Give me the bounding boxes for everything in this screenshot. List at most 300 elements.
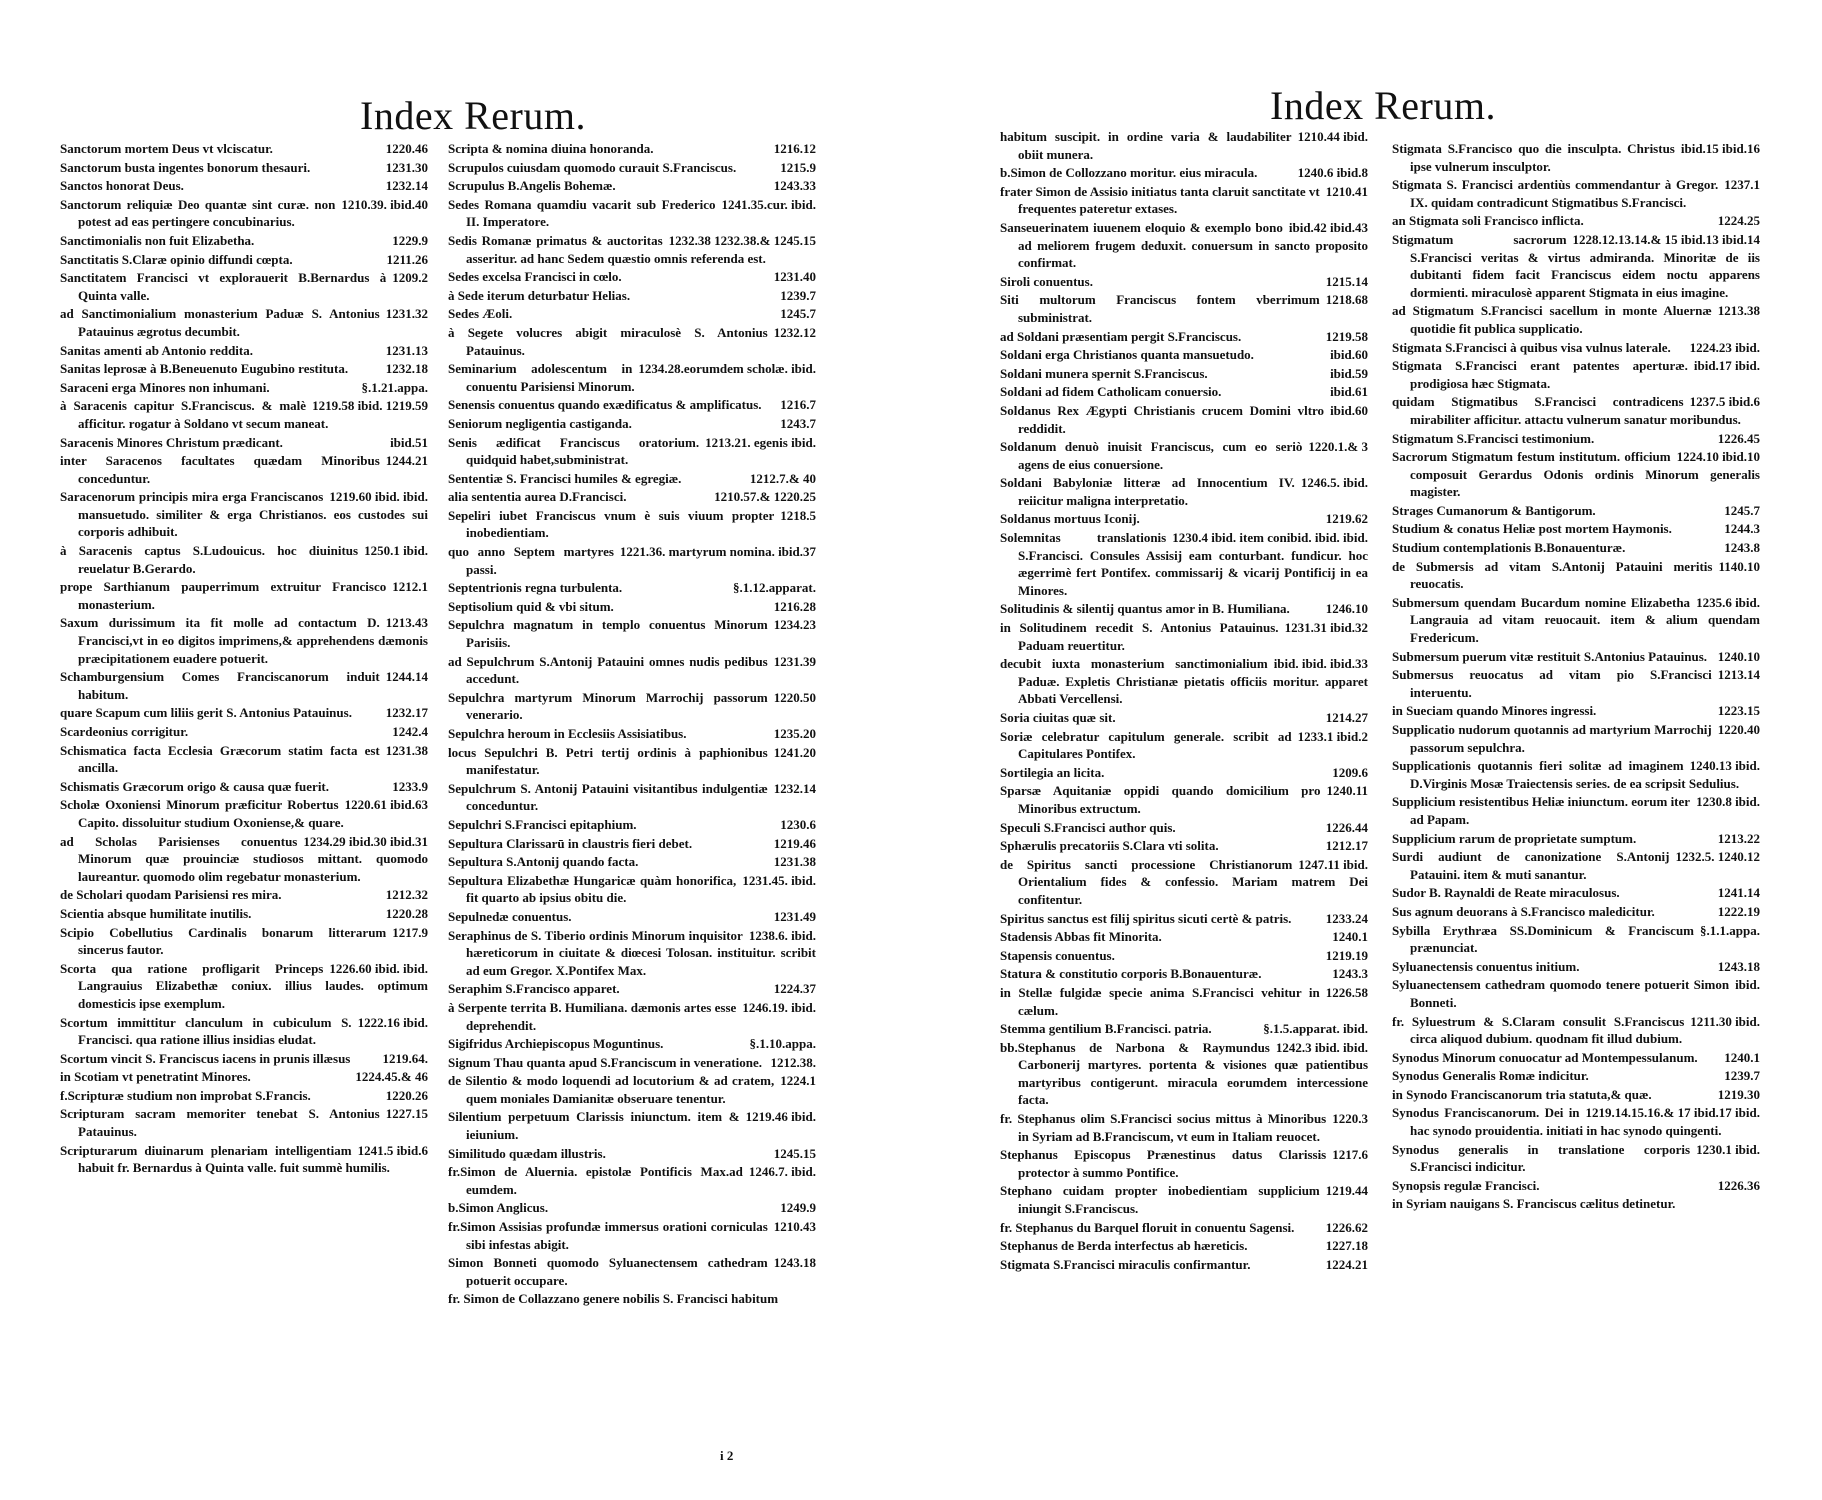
index-entry: [60, 1014, 428, 1049]
index-entry-text: Sanctorum reliquiæ Deo quantæ sint curæ. non potest ad eas pertingere concubinarius.: [60, 196, 336, 230]
index-entry-reference: §.1.5.apparat. ibid.: [1263, 1021, 1368, 1037]
index-entry-reference: 1219.46: [773, 835, 816, 851]
index-entry: [448, 1163, 816, 1198]
index-entry: [1392, 302, 1760, 337]
index-entry-text: fr. Syluestrum & S.Claram consulit S.Franciscus circa aliquod dubium. quodnam fit illud dubium.: [1392, 1013, 1685, 1047]
index-entry-text: Sphærulis precatoriis S.Clara vti solita.: [1000, 838, 1219, 854]
index-entry-reference: 1219.14.15.16.& 17 ibid.17 ibid.: [1585, 1105, 1760, 1121]
index-entry-reference: 1211.30 ibid.: [1690, 1013, 1760, 1029]
index-entry: [1000, 219, 1368, 272]
index-entry: [60, 452, 428, 487]
index-entry-reference: 1237.1: [1724, 177, 1760, 193]
index-entry-text: Sanctimonialis non fuit Elizabetha.: [60, 232, 255, 248]
index-entry: [1000, 365, 1368, 383]
index-entry: [60, 342, 428, 360]
index-entry-reference: 1245.15: [773, 1145, 816, 1161]
index-entry: [1392, 793, 1760, 828]
index-entry-text: Sepultura S.Antonij quando facta.: [448, 854, 639, 870]
index-entry-reference: 1249.9: [780, 1200, 816, 1216]
index-entry-text: Seraphim S.Francisco apparet.: [448, 981, 620, 997]
index-entry: [1392, 212, 1760, 230]
index-entry-text: Scientia absque humilitate inutilis.: [60, 905, 252, 921]
index-entry-text: Signum Thau quanta apud S.Franciscum in veneratione.: [448, 1054, 762, 1070]
index-entry-reference: 1219.58 ibid. 1219.59: [312, 398, 428, 414]
index-entry-text: Sudor B. Raynaldi de Reate miraculosus.: [1392, 885, 1620, 901]
index-entry-text: Sanseuerinatem iuuenem eloquio & exemplo bono ad meliorem frugem deduxit. conuersum in sancto proposito confirmat.: [1000, 219, 1368, 271]
index-entry-text: Septisolium quid & vbi situm.: [448, 598, 614, 614]
index-entry-reference: 1243.7: [780, 415, 816, 431]
index-entry-reference: 1213.38: [1717, 303, 1760, 319]
index-entry: [60, 360, 428, 378]
index-entry: [448, 140, 816, 158]
index-entry-reference: 1231.38: [773, 854, 816, 870]
index-entry-reference: 1224.1: [780, 1073, 816, 1089]
index-entry: [1392, 539, 1760, 557]
index-entry-reference: 1222.19: [1717, 903, 1760, 919]
index-entry-text: Soldanus Rex Ægypti Christianis crucem Domini vltro reddidit.: [1000, 402, 1325, 436]
index-entry-text: Supplicatio nudorum quotannis ad martyrium Marrochij passorum sepulchra.: [1392, 722, 1712, 755]
index-entry: [60, 778, 428, 796]
index-entry: [60, 668, 428, 703]
index-entry: [60, 488, 428, 541]
index-entry-text: Solemnitas translationis S.Francisci. Consules Assisij eam conturbant. fundicur. hoc ægerrimè fert Pontifex. commissarij & vicarij Pontificij in ea Minores.: [1000, 530, 1368, 598]
index-entry-text: ad Scholas Parisienses conuentus Minorum quæ prouinciæ studiosos mittant. quomodo laureantur. quomodo olim regebatur monasterium.: [60, 833, 428, 884]
index-entry: [1392, 140, 1760, 175]
index-entry-text: ad Sanctimonialium monasterium Paduæ S. Antonius Patauinus ægrotus decumbit.: [60, 306, 380, 339]
index-entry-reference: 1217.6: [1332, 1147, 1368, 1163]
index-entry-reference: 1210.43: [773, 1219, 816, 1235]
index-entry-text: an Stigmata soli Francisco inflicta.: [1392, 213, 1584, 229]
index-entry-text: Stigmata S.Francisci miraculis confirmantur.: [1000, 1256, 1251, 1272]
index-entry: [1000, 1237, 1368, 1255]
index-entry-text: Studium contemplationis B.Bonauenturæ.: [1392, 540, 1626, 556]
index-entry-reference: 1213.22: [1717, 830, 1760, 846]
index-entry-text: frater Simon de Assisio initiatus tanta claruit sanctitate vt frequentes pateretur extases.: [1000, 183, 1320, 217]
index-entry: [448, 196, 816, 231]
index-entry-text: alia sententia aurea D.Francisci.: [448, 489, 627, 505]
index-entry-reference: 1215.14: [1325, 273, 1368, 289]
index-entry-text: Sententiæ S. Francisci humiles & egregiæ.: [448, 470, 682, 486]
index-entry-reference: 1232.17: [385, 705, 428, 721]
index-entry-reference: 1219.60 ibid. ibid.: [329, 489, 428, 505]
index-entry-text: ad Soldani præsentiam pergit S.Franciscus.: [1000, 328, 1242, 344]
index-entry-text: bb.Stephanus de Narbona & Raymundus Carbonerij martyres. portenta & visiones quæ patientibus martyribus contigerunt. miracula eorumdem intercessione facta.: [1000, 1039, 1368, 1108]
index-entry-text: Supplicationis quotannis fieri solitæ ad imaginem D.Virginis Mosæ Traiectensis series. de ea scripsit Sedulius.: [1392, 758, 1740, 791]
index-entry: [60, 704, 428, 722]
index-entry: [1392, 648, 1760, 666]
index-entry-text: Seminarium adolescentum in conuentu Parisiensi Minorum.: [448, 361, 635, 394]
index-entry-text: fr. Stephanus olim S.Francisci socius mittus à Minoribus in Syriam ad B.Franciscum, vt eum in Italiam reuocet.: [1000, 1111, 1327, 1144]
index-entry-reference: 1224.23 ibid.: [1689, 339, 1760, 355]
index-entry: [1000, 291, 1368, 326]
index-entry: [448, 232, 816, 267]
index-column-left: [60, 140, 428, 1178]
index-entry: [60, 742, 428, 777]
index-entry-text: Scrupulos cuiusdam quomodo curauit S.Franciscus.: [448, 159, 737, 175]
index-entry: [1392, 848, 1760, 883]
index-entry-reference: 1219.58: [1325, 328, 1368, 344]
index-entry-reference: 1220.40: [1717, 722, 1760, 737]
index-entry: [448, 1290, 816, 1308]
index-entry-text: in Synodo Franciscanorum tria statuta,& quæ.: [1392, 1086, 1652, 1102]
index-entry: [60, 269, 428, 304]
index-entry-reference: 1240.13 ibid.: [1689, 758, 1760, 774]
index-entry-text: Scortum immittitur clanculum in cubiculum S. Francisci. qua ratione illius insidias eludat.: [60, 1014, 352, 1048]
index-entry: [448, 324, 816, 359]
index-entry-text: Stigmata S.Francisci à quibus visa vulnus laterale.: [1392, 339, 1671, 355]
index-entry-reference: §.1.10.appa.: [749, 1036, 816, 1052]
index-entry-reference: 1211.26: [386, 251, 428, 267]
index-entry-text: Synodus generalis in translatione corporis S.Francisci indicitur.: [1392, 1141, 1691, 1175]
index-entry-text: Speculi S.Francisci author quis.: [1000, 819, 1176, 835]
index-entry-reference: ibid.51: [390, 434, 428, 450]
index-entry: [448, 780, 816, 815]
index-entry-reference: 1212.38.: [770, 1054, 816, 1070]
index-entry: [1000, 183, 1368, 218]
index-entry-text: Scripta & nomina diuina honoranda.: [448, 141, 654, 156]
index-entry: [1000, 837, 1368, 855]
index-entry-text: decubit iuxta monasterium sanctimonialium Paduæ. Expletis Christianæ pietatis officiis moritur. apparet Abbati Vercellensi.: [1000, 656, 1368, 707]
index-entry-text: de Spiritus sancti processione Christianorum Orientalium fides & confessio. Mariam matrem Dei confitentur.: [1000, 856, 1368, 907]
index-entry-text: Synodus Generalis Romæ indicitur.: [1392, 1068, 1589, 1084]
index-entry-text: Stephanus Episcopus Prænestinus datus Clarissis protector à summo Pontifice.: [1000, 1147, 1327, 1180]
index-column-left: [1000, 128, 1368, 1274]
index-entry-text: Senensis conuentus quando exædificatus & amplificatus.: [448, 397, 762, 413]
index-entry: [1392, 339, 1760, 357]
index-entry-reference: 1240.1: [1332, 929, 1368, 945]
index-entry-reference: 1243.33: [773, 178, 816, 194]
index-entry-text: ad Sepulchrum S.Antonij Patauini omnes nudis pedibus accedunt.: [448, 653, 768, 687]
index-entry-text: Sedes Æoli.: [448, 306, 513, 322]
index-entry-text: Strages Cumanorum & Bantigorum.: [1392, 502, 1596, 518]
index-entry-reference: 1239.7: [780, 287, 816, 303]
index-entry: [1392, 702, 1760, 720]
index-entry-text: Synodus Franciscanorum. Dei in hac synodo prouidentia. initiati in hac synodo quingenti.: [1392, 1105, 1722, 1139]
index-entry: [60, 379, 428, 397]
index-entry: [1392, 1049, 1760, 1067]
index-entry: [1392, 502, 1760, 520]
index-entry-text: Stadensis Abbas fit Minorita.: [1000, 929, 1162, 945]
index-column-right: [1392, 140, 1760, 1214]
index-entry: [1392, 1086, 1760, 1104]
index-entry-reference: 1238.6. ibid.: [748, 927, 816, 943]
index-entry-text: Soldanus mortuus Iconij.: [1000, 511, 1140, 527]
index-entry: [448, 396, 816, 414]
index-entry: [1392, 830, 1760, 848]
index-entry-text: Soriæ celebratur capitulum generale. scribit ad Capitulares Pontifex.: [1000, 728, 1292, 762]
index-entry-reference: 1231.13: [385, 342, 428, 358]
index-entry-reference: 1220.1.& 3: [1308, 439, 1368, 455]
index-entry-text: Synodus Minorum conuocatur ad Montempessulanum.: [1392, 1049, 1698, 1065]
index-entry-reference: 1219.19: [1325, 947, 1368, 963]
index-entry: [1000, 1146, 1368, 1181]
index-entry: [60, 434, 428, 452]
index-entry-reference: 1213.43: [385, 615, 428, 631]
index-entry-reference: 1247.11 ibid.: [1298, 856, 1368, 872]
index-entry: [60, 542, 428, 577]
index-entry-reference: 1216.7: [780, 397, 816, 413]
index-entry: [1000, 928, 1368, 946]
index-entry-text: Synopsis regulæ Francisci.: [1392, 1177, 1540, 1193]
index-entry-text: Saracenis Minores Christum prædicant.: [60, 434, 283, 450]
index-entry-reference: 1210.57.& 1220.25: [714, 489, 816, 505]
index-entry-reference: 1239.7: [1724, 1068, 1760, 1084]
index-entry-reference: ibid.59: [1330, 365, 1368, 381]
index-entry: [1392, 1104, 1760, 1139]
index-entry-reference: 1231.49: [773, 908, 816, 924]
index-entry-reference: 1220.50: [773, 689, 816, 705]
index-entry-reference: 1212.1: [392, 579, 428, 595]
index-entry-reference: 1232.38 1232.38.& 1245.15: [668, 232, 816, 248]
index-entry: [1000, 1182, 1368, 1217]
index-entry-reference: 1250.1 ibid.: [364, 543, 428, 559]
index-entry-text: fr.Simon de Aluernia. epistolæ Pontificis Max.ad eumdem.: [448, 1164, 743, 1197]
index-entry: [60, 833, 428, 886]
index-entry-text: Sanitas leprosæ à B.Beneuenuto Eugubino restituta.: [60, 361, 349, 377]
index-entry: [1000, 819, 1368, 837]
index-entry-reference: 1243.3: [1332, 966, 1368, 982]
index-entry-reference: 1233.1 ibid.2: [1297, 728, 1368, 744]
index-entry-text: Stigmata S.Francisco quo die insculpta. Christus ipse vulnerum insculptor.: [1392, 141, 1675, 174]
index-entry-reference: 1240.10: [1717, 648, 1760, 664]
index-entry-text: Submersus reuocatus ad vitam pio S.Francisci interuentu.: [1392, 667, 1712, 700]
index-entry-text: Syluanectensem cathedram quomodo tenere potuerit Simon Bonneti.: [1392, 977, 1730, 1010]
index-entry: [448, 543, 816, 578]
index-entry-reference: ibid. ibid. ibid.33: [1273, 656, 1368, 672]
index-entry-reference: ibid.15 ibid.16: [1680, 141, 1760, 156]
index-entry: [1000, 709, 1368, 727]
index-entry: [1392, 176, 1760, 211]
index-entry-text: Submersum puerum vitæ restituit S.Antonius Patauinus.: [1392, 648, 1708, 664]
index-entry-reference: 1231.31 ibid.32: [1284, 620, 1368, 636]
index-entry-reference: §.1.21.appa.: [361, 379, 428, 395]
index-column-right: [448, 140, 816, 1309]
index-entry-reference: 1240.6 ibid.8: [1297, 165, 1368, 181]
index-entry: [60, 886, 428, 904]
index-entry-text: quare Scapum cum liliis gerit S. Antonius Patauinus.: [60, 705, 352, 721]
index-entry-reference: 1230.8 ibid.: [1696, 794, 1760, 810]
index-entry-reference: 1220.3: [1332, 1111, 1368, 1127]
index-entry-text: Scripturam sacram memoriter tenebat S. Antonius Patauinus.: [60, 1106, 380, 1140]
index-entry: [1000, 764, 1368, 782]
index-entry-reference: 1219.44: [1325, 1183, 1368, 1199]
index-entry: [1392, 922, 1760, 957]
right-page: [1000, 0, 1760, 1500]
index-entry-reference: 1209.2: [392, 270, 428, 286]
index-entry: [1392, 976, 1760, 1011]
index-entry: [448, 689, 816, 724]
index-entry-text: fr.Simon Assisias profundæ immersus orationi corniculas sibi infestas abigit.: [448, 1219, 768, 1252]
index-entry-text: Sus agnum deuorans à S.Francisco maledicitur.: [1392, 903, 1655, 919]
index-entry-text: Schismatica facta Ecclesia Græcorum statim facta est ancilla.: [60, 742, 380, 776]
index-entry-reference: 1231.30: [385, 159, 428, 175]
index-entry-text: Statura & constitutio corporis B.Bonauenturæ.: [1000, 966, 1262, 982]
index-entry-reference: 1220.28: [385, 905, 428, 921]
index-entry-reference: 1219.62: [1325, 511, 1368, 527]
index-entry: [60, 924, 428, 959]
index-entry-reference: 1240.11: [1326, 783, 1368, 799]
index-entry-reference: 1234.29 ibid.30 ibid.31: [303, 833, 428, 849]
index-entry-reference: 1227.18: [1325, 1238, 1368, 1254]
index-entry: [1000, 128, 1368, 163]
index-entry-text: in Sueciam quando Minores ingressi.: [1392, 703, 1597, 719]
index-entry-text: in Syriam nauigans S. Franciscus cælitus detinetur.: [1392, 1196, 1676, 1212]
index-entry-text: Sepulchra heroum in Ecclesiis Assisiatibus.: [448, 726, 687, 741]
index-entry-reference: 1224.10 ibid.10: [1676, 449, 1760, 465]
index-entry-text: Septentrionis regna turbulenta.: [448, 580, 623, 596]
index-entry-text: Stapensis conuentus.: [1000, 947, 1115, 963]
index-entry: [1000, 1020, 1368, 1038]
index-entry-text: Stemma gentilium B.Francisci. patria.: [1000, 1021, 1212, 1037]
index-entry-text: prope Sarthianum pauperrimum extruitur Francisco monasterium.: [60, 579, 387, 612]
index-entry-text: Saxum durissimum ita fit molle ad contactum D. Francisci,vt in eo digitos imprimens,& apprehendens dæmonis præcipitationem euadere potuerit.: [60, 615, 428, 666]
index-entry: [1392, 666, 1760, 701]
index-entry-reference: 1246.10: [1325, 601, 1368, 617]
index-entry-text: à Saracenis captus S.Ludouicus. hoc diuinitus reuelatur B.Gerardo.: [60, 543, 359, 576]
index-entry-text: Sanctorum busta ingentes bonorum thesauri.: [60, 159, 311, 175]
index-entry-reference: 1231.45. ibid.: [742, 872, 816, 888]
index-entry: [448, 1199, 816, 1217]
index-entry: [60, 159, 428, 177]
index-entry: [60, 232, 428, 250]
index-entry-text: Sanitas amenti ab Antonio reddita.: [60, 342, 253, 358]
index-entry: [1000, 965, 1368, 983]
index-entry-reference: 1219.64.: [382, 1050, 428, 1066]
index-entry-reference: 1241.20: [773, 744, 816, 760]
index-entry-reference: 1245.7: [780, 306, 816, 322]
index-entry-reference: 1218.68: [1325, 292, 1368, 308]
index-entry-reference: 1231.32: [385, 306, 428, 322]
index-entry-reference: 1218.5: [780, 507, 816, 523]
index-entry: [1392, 1067, 1760, 1085]
index-entry-reference: 1230.1 ibid.: [1696, 1141, 1760, 1157]
index-entry-reference: 1232.12: [773, 324, 816, 340]
index-entry: [448, 1072, 816, 1107]
index-entry-text: Sepultura Elizabethæ Hungaricæ quàm honorifica, fit quarto ab ipsius obitu die.: [448, 872, 737, 906]
index-entry: [448, 1145, 816, 1163]
index-entry-text: de Silentio & modo loquendi ad locutorium & ad cratem, quem moniales Damianitæ obseruare tenentur.: [448, 1073, 775, 1106]
index-entry-text: fr. Simon de Collazzano genere nobilis S. Francisci habitum: [448, 1291, 779, 1307]
index-entry-text: Stigmatum S.Francisci testimonium.: [1392, 430, 1595, 446]
index-entry-text: Supplicium resistentibus Heliæ iniunctum. eorum iter ad Papam.: [1392, 794, 1691, 827]
index-entry-text: ad Stigmatum S.Francisci sacellum in monte Aluernæ quotidie fit publica supplicatio.: [1392, 303, 1712, 336]
index-entry-reference: ibid.42 ibid.43: [1288, 219, 1368, 235]
index-entry-reference: 1226.44: [1325, 819, 1368, 835]
index-entry-reference: 1245.7: [1724, 502, 1760, 518]
index-entry-reference: 1219.46 ibid.: [745, 1109, 816, 1125]
index-entry: [60, 796, 428, 831]
index-entry-text: f.Scripturæ studium non improbat S.Francis.: [60, 1087, 311, 1103]
index-entry-reference: 1242.4: [392, 724, 428, 739]
index-entry-reference: 1216.12: [773, 141, 816, 156]
index-entry: [60, 305, 428, 340]
index-entry: [1392, 903, 1760, 921]
index-entry: [448, 360, 816, 395]
index-entry-text: Seraphinus de S. Tiberio ordinis Minorum inquisitor hæreticorum in ciuitate & diœcesi Tolosan. instituitur. scribit ad eum Gregor. X.Pontifex Max.: [448, 927, 816, 978]
index-entry-reference: §.1.12.apparat.: [732, 580, 816, 596]
index-entry-reference: 1213.14: [1717, 667, 1760, 683]
index-entry-text: Stigmata S.Francisci erant patentes aperturæ. prodigiosa hæc Stigmata.: [1392, 358, 1688, 391]
index-entry-reference: 1243.8: [1724, 540, 1760, 556]
index-entry-text: Sedes excelsa Francisci in cœlo.: [448, 269, 622, 285]
index-entry: [1392, 1195, 1760, 1213]
index-entry: [1000, 402, 1368, 437]
index-entry-text: Soldani ad fidem Catholicam conuersio.: [1000, 384, 1222, 400]
index-entry-reference: 1220.46: [385, 141, 428, 156]
index-entry-text: Schamburgensium Comes Franciscanorum induit habitum.: [60, 669, 380, 702]
index-entry: [448, 980, 816, 998]
index-entry: [60, 177, 428, 195]
index-entry: [1000, 1110, 1368, 1145]
index-entry-text: à Saracenis capitur S.Franciscus. & malè afficitur. rogatur à Soldano vt secum maneat.: [60, 398, 329, 431]
index-entry: [60, 251, 428, 269]
index-entry-reference: 1223.15: [1717, 703, 1760, 719]
index-entry-text: Soldanum denuò inuisit Franciscus, cum eo seriò agens de eius conuersione.: [1000, 439, 1303, 472]
index-entry: [1392, 520, 1760, 538]
index-entry-text: de Submersis ad vitam S.Antonij Patauini meritis reuocatis.: [1392, 558, 1713, 592]
index-entry-text: Siti multorum Franciscus fontem vberrimum subministrat.: [1000, 292, 1320, 325]
index-entry-reference: 1212.7.& 40: [749, 470, 816, 486]
index-entry: [60, 140, 428, 158]
index-entry-reference: 1241.5 ibid.6: [357, 1142, 428, 1158]
index-entry-reference: 1224.21: [1325, 1256, 1368, 1272]
index-entry: [1000, 474, 1368, 509]
index-entry: [60, 196, 428, 231]
index-entry: [448, 999, 816, 1034]
index-entry: [448, 835, 816, 853]
index-entry: [1000, 1219, 1368, 1237]
index-entry-text: Saracenorum principis mira erga Franciscanos mansuetudo. similiter & erga Christianos. eos custodes sui corporis adhibuit.: [60, 489, 428, 540]
index-entry: [448, 305, 816, 323]
index-entry-text: Senis ædificat Franciscus oratorium. quidquid habet,subministrat.: [448, 434, 700, 468]
index-entry-text: Sparsæ Aquitaniæ oppidi quando domicilium pro Minoribus extructum.: [1000, 783, 1321, 816]
index-entry: [1000, 947, 1368, 965]
index-entry: [448, 853, 816, 871]
index-entry-reference: 1240.1: [1724, 1049, 1760, 1065]
index-entry-reference: 1212.32: [385, 887, 428, 903]
index-entry: [60, 1142, 428, 1177]
index-entry-reference: ibid.61: [1330, 384, 1368, 400]
index-entry: [1000, 1256, 1368, 1274]
index-entry: [1392, 1177, 1760, 1195]
index-entry: [60, 614, 428, 667]
index-entry-reference: 1210.41: [1325, 183, 1368, 199]
index-entry-text: Seniorum negligentia castiganda.: [448, 415, 632, 431]
index-entry: [448, 1254, 816, 1289]
index-entry-reference: 1242.3 ibid. ibid.: [1275, 1039, 1368, 1055]
index-entry-reference: ibid.17 ibid.: [1693, 358, 1760, 374]
index-entry-text: Syluanectensis conuentus initium.: [1392, 958, 1580, 974]
index-entry: [1000, 328, 1368, 346]
index-entry-reference: 1224.25: [1717, 213, 1760, 229]
index-entry-reference: 1226.60 ibid. ibid.: [329, 960, 428, 976]
index-entry: [60, 578, 428, 613]
index-entry-reference: ibid.60: [1330, 402, 1368, 418]
index-entry-reference: 1244.3: [1724, 521, 1760, 537]
index-entry-reference: §.1.1.appa.: [1700, 922, 1760, 938]
index-entry-reference: 1233.24: [1325, 910, 1368, 926]
index-entry-text: Schismatis Græcorum origo & causa quæ fuerit.: [60, 778, 330, 794]
index-entry-text: Stephanus de Berda interfectus ab hæreticis.: [1000, 1238, 1248, 1254]
index-entry-text: Sedis Romanæ primatus & auctoritas asseritur. ad hanc Sedem quæstio omnis referenda est.: [448, 232, 766, 266]
index-entry: [1000, 438, 1368, 473]
index-entry-text: Similitudo quædam illustris.: [448, 1145, 606, 1161]
index-entry-text: Siroli conuentus.: [1000, 273, 1093, 289]
index-entry-text: Stigmatum sacrorum S.Francisci veritas & virtus admiranda. Minoritæ de iis dubitanti fidem facit Franciscus eidem noctu apparens dormienti. miraculosè apparent Stigmata in eius imagine.: [1392, 231, 1760, 300]
index-entry-reference: 1235.20: [773, 726, 816, 741]
index-entry: [1392, 448, 1760, 501]
index-entry: [1392, 757, 1760, 792]
